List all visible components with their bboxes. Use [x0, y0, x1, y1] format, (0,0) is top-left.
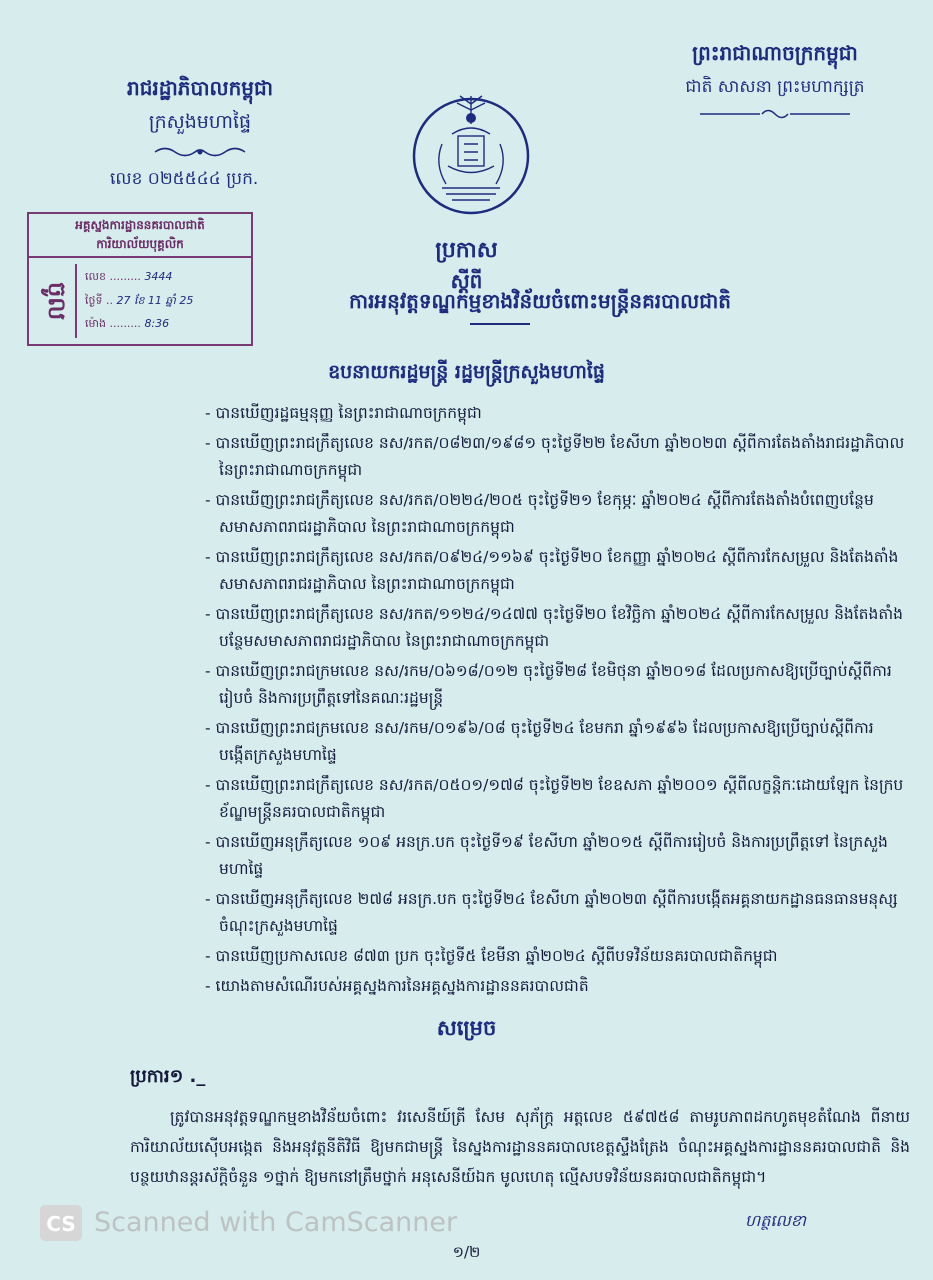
stamp-time-row: ម៉ោង ......... 8:36 [85, 317, 170, 330]
preamble-list [205, 400, 905, 1003]
preamble-item: - បានឃើញព្រះរាជក្រមលេខ នស/រកម/០៦១៨/០១២ ចុះថ្ងៃទី២៨ ខែមិថុនា ឆ្នាំ២០១៨ ដែលប្រកាសឱ្យប្រើច្បាប់ស្តីពីការរៀបចំ និងការប្រព្រឹត្តទៅនៃគណៈរដ្ឋមន្ត្រី [205, 658, 905, 712]
government-heading: រាជរដ្ឋាភិបាលកម្ពុជា [127, 76, 273, 100]
document-type-title: ប្រកាស [435, 238, 498, 263]
document-number: លេខ ០២៥៥៤៤ ប្រក. [110, 169, 259, 189]
stamp-time-value: 8:36 [144, 317, 170, 330]
stamp-number-label: លេខ [85, 270, 106, 283]
motto-ornament-icon [700, 104, 850, 124]
stamp-title: អគ្គស្នងការដ្ឋាននគរបាលជាតិ [75, 218, 205, 232]
document-subject: ការអនុវត្តទណ្ឌកម្មខាងវិន័យចំពោះមន្ត្រីនគរបាលជាតិ [349, 289, 731, 313]
stamp-date-row: ថ្ងៃទី .. 27 ខែ 11 ឆ្នាំ 25 [85, 294, 194, 307]
kingdom-heading: ព្រះរាជាណាចក្រកម្ពុជា [692, 41, 858, 65]
page-number: ១/២ [452, 1243, 481, 1261]
preamble-item: - បានឃើញព្រះរាជក្រឹត្យលេខ នស/រកត/០៨២៣/១៩៨១ ចុះថ្ងៃទី២២ ខែសីហា ឆ្នាំ២០២៣ ស្តីពីការតែងតាំងរាជរដ្ឋាភិបាល នៃព្រះរាជាណាចក្រកម្ពុជា [205, 430, 905, 484]
preamble-item: - បានឃើញព្រះរាជក្រឹត្យលេខ នស/រកត/១១២៤/១៤៧៧ ចុះថ្ងៃទី២០ ខែវិច្ឆិកា ឆ្នាំ២០២៤ ស្តីពីការកែសម្រួល និងតែងតាំងបន្ថែមសមាសភាពរាជរដ្ឋាភិបាល នៃព្រះរាជាណាចក្រកម្ពុជា [205, 601, 905, 655]
title-divider [470, 323, 530, 325]
camscanner-badge-text: CS [46, 1212, 76, 1236]
stamp-date-value: 27 ខែ 11 ឆ្នាំ 25 [116, 294, 194, 307]
stamp-subtitle: ការិយាល័យបុគ្គលិក [29, 236, 251, 258]
preamble-item: - បានឃើញអនុក្រឹត្យលេខ ២៧៨ អនក្រ.បក ចុះថ្ងៃទី២៤ ខែសីហា ឆ្នាំ២០២៣ ស្តីពីការបង្កើតអគ្គនាយកដ្ឋានធនធានមនុស្ស ចំណុះក្រសួងមហាផ្ទៃ [205, 886, 905, 940]
preamble-item: - បានឃើញព្រះរាជក្រឹត្យលេខ នស/រកត/០២២៤/២០៥ ចុះថ្ងៃទី២១ ខែកុម្ភៈ ឆ្នាំ២០២៤ ស្តីពីការតែងតាំងបំពេញបន្ថែមសមាសភាពរាជរដ្ឋាភិបាល នៃព្រះរាជាណាចក្រកម្ពុជា [205, 487, 905, 541]
national-motto: ជាតិ សាសនា ព្រះមហាក្សត្រ [685, 77, 865, 97]
scan-watermark: Scanned with CamScanner [94, 1207, 458, 1238]
preamble-item: - បានឃើញព្រះរាជក្រឹត្យលេខ នស/រកត/០៥០១/១៧៨ ចុះថ្ងៃទី២២ ខែឧសភា ឆ្នាំ២០០១ ស្តីពីលក្ខន្តិកៈដោយឡែក នៃក្របខ័ណ្ឌមន្ត្រីនគរបាលជាតិកម្ពុជា [205, 772, 905, 826]
decision-heading: សម្រេច [436, 1016, 497, 1040]
article-1-text: ត្រូវបានអនុវត្តទណ្ឌកម្មខាងវិន័យចំពោះ វរសេនីយ៍ត្រី សែម សុភ័ក្រ្ត អត្តលេខ ៥៩៧៥៨ តាមរូបភាពដកហូតមុខតំណែង ពីនាយការិយាល័យស៊ើបអង្កេត និងអនុវត្តនីតិវិធី ឱ្យមកជាមន្ត្រី នៃស្នងការដ្ឋាននគរបាលខេត្តស្ទឹងត្រែង ចំណុះអគ្គស្នងការដ្ឋាននគរបាលជាតិ និងបន្ថយឋានន្តរស័ក្តិចំនួន ១ថ្នាក់ ឱ្យមកនៅត្រឹមថ្នាក់ អនុសេនីយ៍ឯក មូលហេតុ ល្មើសបទវិន័យនគរបាលជាតិកម្ពុជា។ [130, 1108, 910, 1186]
article-1-label: ប្រការ១ ._ [130, 1066, 206, 1087]
signature: ហត្ថលេខា [745, 1211, 806, 1230]
ministry-ornament-icon [150, 143, 250, 161]
preamble-item: - បានឃើញប្រកាសលេខ ៨៧៣ ប្រក ចុះថ្ងៃទី៥ ខែមីនា ឆ្នាំ២០២៤ ស្តីពីបទវិន័យនគរបាលជាតិកម្ពុជា [205, 943, 905, 970]
preamble-item: - បានឃើញព្រះរាជក្រមលេខ នស/រកម/០១៩៦/០៨ ចុះថ្ងៃទី២៤ ខែមករា ឆ្នាំ១៩៩៦ ដែលប្រកាសឱ្យប្រើច្បាប់ស្តីពីការបង្កើតក្រសួងមហាផ្ទៃ [205, 715, 905, 769]
stamp-date-label: ថ្ងៃទី [85, 294, 103, 307]
preamble-item: - យោងតាមសំណើរបស់អគ្គស្នងការនៃអគ្គស្នងការដ្ឋាននគរបាលជាតិ [205, 973, 905, 1000]
issuing-authority: ឧបនាយករដ្ឋមន្ត្រី រដ្ឋមន្ត្រីក្រសួងមហាផ្ទៃ [328, 361, 605, 383]
royal-emblem-icon [412, 84, 530, 224]
preamble-item: - បានឃើញព្រះរាជក្រឹត្យលេខ នស/រកត/០៩២៤/១១៦៩ ចុះថ្ងៃទី២០ ខែកញ្ញា ឆ្នាំ២០២៤ ស្តីពីការកែសម្រួល និងតែងតាំងសមាសភាពរាជរដ្ឋាភិបាល នៃព្រះរាជាណាចក្រកម្ពុជា [205, 544, 905, 598]
stamp-number-row: លេខ ......... 3444 [85, 270, 173, 283]
stamp-time-label: ម៉ោង [85, 317, 106, 330]
preamble-item: - បានឃើញរដ្ឋធម្មនុញ្ញ នៃព្រះរាជាណាចក្រកម្ពុជា [205, 400, 905, 427]
preamble-item: - បានឃើញអនុក្រឹត្យលេខ ១០៩ អនក្រ.បក ចុះថ្ងៃទី១៩ ខែសីហា ឆ្នាំ២០១៥ ស្តីពីការរៀបចំ និងការប្រព្រឹត្តទៅ នៃក្រសួងមហាផ្ទៃ [205, 829, 905, 883]
ministry-heading: ក្រសួងមហាផ្ទៃ [148, 111, 252, 133]
stamp-received-label: ចូល [35, 264, 77, 338]
stamp-number-value: 3444 [144, 270, 173, 283]
title-regarding: ស្តីពី [450, 269, 483, 293]
